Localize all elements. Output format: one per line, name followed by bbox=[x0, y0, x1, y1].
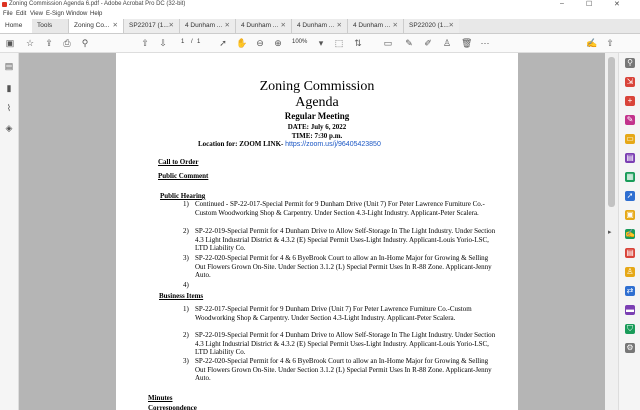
page-down-icon[interactable]: ⇩ bbox=[159, 38, 167, 48]
close-tab-icon[interactable]: ✕ bbox=[336, 22, 342, 29]
menu-esign[interactable]: E-Sign bbox=[46, 11, 65, 17]
title-bar bbox=[0, 0, 640, 10]
business-item-number: 1) bbox=[183, 305, 189, 313]
menu-file[interactable]: File bbox=[3, 11, 13, 17]
tab-home[interactable]: Home bbox=[0, 19, 32, 33]
location-label: Location for: ZOOM LINK- bbox=[198, 140, 284, 148]
close-tab-icon[interactable]: ✕ bbox=[224, 22, 230, 29]
tab-document[interactable] bbox=[291, 19, 347, 33]
zoom-out-icon[interactable]: ⊖ bbox=[256, 38, 264, 48]
upload-icon[interactable]: ⇪ bbox=[45, 38, 53, 48]
tab-label: 4 Dunham ... bbox=[241, 22, 279, 29]
close-window-button[interactable]: ✕ bbox=[614, 1, 620, 8]
doc-time: TIME: 7:30 p.m. bbox=[291, 132, 343, 140]
business-item: SP-22-017-Special Permit for 9 Dunham Drive (Unit 7) For Peter Lawrence Furniture Co.-Custom Woodworking Shop & Carpentry. Under Section 4.3-Light Industry. Applicant-Peter Scalera. bbox=[195, 305, 472, 322]
hearing-item: Continued - SP-22-017-Special Permit for 9 Dunham Drive (Unit 7) For Peter Lawrence Furniture Co.-Custom Woodworking Shop & Carpentry. Under Section 4.3-Light Industry. Applicant-Peter Scalera. bbox=[195, 200, 485, 217]
scroll-mode-icon[interactable]: ⇅ bbox=[354, 38, 362, 48]
export-pdf-icon[interactable]: ⇲ bbox=[626, 77, 634, 86]
search-icon[interactable]: ⚲ bbox=[625, 58, 635, 68]
tab-document[interactable] bbox=[123, 19, 179, 33]
tab-tools[interactable]: Tools bbox=[37, 22, 53, 29]
redact-icon[interactable]: ▬ bbox=[626, 305, 634, 314]
section-minutes: Minutes bbox=[148, 394, 173, 402]
close-tab-icon[interactable]: ✕ bbox=[112, 22, 118, 29]
select-cursor-icon[interactable]: ➚ bbox=[219, 38, 227, 48]
business-item-number: 3) bbox=[183, 357, 189, 365]
maximize-button[interactable]: ☐ bbox=[586, 1, 593, 8]
zoom-link[interactable]: https://zoom.us/j/96405423850 bbox=[285, 141, 381, 148]
close-tab-icon[interactable]: ✕ bbox=[280, 22, 286, 29]
zoom-dropdown-icon[interactable]: ▾ bbox=[318, 38, 324, 48]
business-item: SP-22-019-Special Permit for 4 Dunham Drive to Allow Self-Storage In The Light Industry. Under Section 4.3 Light Industrial District & 4.3.2 (E) Special Permit Uses-Light Industry. Applicant-Louis Yorio-LSC, LTD Liability Co. bbox=[195, 331, 496, 357]
acrobat-logo-icon bbox=[2, 2, 7, 7]
hand-tool-icon[interactable]: ✋ bbox=[236, 38, 248, 48]
section-call-to-order: Call to Order bbox=[158, 158, 199, 166]
bookmarks-icon[interactable]: ▮ bbox=[6, 83, 12, 93]
close-tab-icon[interactable]: ✕ bbox=[392, 22, 398, 29]
stamp-icon[interactable]: ♙ bbox=[626, 267, 634, 276]
page-separator: / bbox=[191, 39, 193, 45]
fill-sign-icon[interactable]: ✍ bbox=[625, 229, 635, 238]
layers-icon[interactable]: ◈ bbox=[5, 123, 13, 133]
doc-meeting-type: Regular Meeting bbox=[284, 111, 350, 121]
document-viewport[interactable] bbox=[19, 53, 605, 410]
doc-subtitle: Agenda bbox=[295, 95, 339, 110]
window-title: Zoning Commission Agenda 6.pdf - Adobe Acrobat Pro DC (32-bit) bbox=[9, 1, 186, 7]
hearing-item-number: 1) bbox=[183, 200, 189, 208]
tab-label: Zoning Co... bbox=[74, 22, 110, 29]
left-nav-panel bbox=[0, 53, 19, 410]
hearing-item: SP-22-020-Special Permit for 4 & 6 ByeBrook Court to allow an In-Home Major for Growing & Selling Out Flowers Grown On-Site. Under Section 3.1.2 (L) Special Permit Uses In R-88 Zone. Applicant-Jenny Auto. bbox=[195, 254, 492, 280]
section-public-comment: Public Comment bbox=[158, 172, 209, 180]
tab-document-active[interactable] bbox=[68, 19, 123, 33]
share-icon[interactable]: ⇧ bbox=[606, 38, 614, 48]
combine-icon[interactable]: ▤ bbox=[626, 153, 634, 162]
draw-icon[interactable]: ✐ bbox=[424, 38, 432, 48]
scrollbar-thumb[interactable] bbox=[608, 57, 615, 207]
zoom-in-icon[interactable]: ⊕ bbox=[274, 38, 282, 48]
tab-label: 4 Dunham ... bbox=[353, 22, 391, 29]
attachments-icon[interactable]: ⌇ bbox=[6, 103, 12, 113]
tab-document[interactable] bbox=[235, 19, 291, 33]
send-icon[interactable]: ➚ bbox=[626, 191, 634, 200]
zoom-level-select[interactable]: 100% bbox=[292, 39, 308, 45]
create-pdf-icon[interactable]: + bbox=[625, 96, 635, 106]
tab-label: SP22020 (1... bbox=[409, 22, 449, 29]
thumbnails-icon[interactable]: ▤ bbox=[4, 61, 14, 71]
hearing-item-number: 2) bbox=[183, 227, 189, 235]
menu-view[interactable]: View bbox=[30, 11, 43, 17]
menu-edit[interactable]: Edit bbox=[16, 11, 27, 17]
save-icon[interactable]: ▣ bbox=[5, 38, 15, 48]
doc-title: Zoning Commission bbox=[259, 79, 375, 94]
edit-pdf-icon[interactable]: ✎ bbox=[626, 115, 634, 124]
page-number-input[interactable]: 1 bbox=[181, 39, 185, 45]
section-business-items: Business Items bbox=[159, 292, 204, 300]
tab-document[interactable] bbox=[179, 19, 235, 33]
pdf-page bbox=[116, 53, 518, 410]
protect-icon[interactable]: ⛉ bbox=[627, 324, 633, 333]
sign-icon[interactable]: ✍ bbox=[586, 38, 598, 48]
doc-location bbox=[198, 140, 381, 148]
page-up-icon[interactable]: ⇧ bbox=[141, 38, 149, 48]
tab-label: 4 Dunham ... bbox=[297, 22, 335, 29]
highlight-icon[interactable]: ✎ bbox=[405, 38, 413, 48]
comment-icon[interactable]: ▭ bbox=[383, 38, 393, 48]
prepare-form-icon[interactable]: ▤ bbox=[626, 248, 634, 257]
doc-date: DATE: July 6, 2022 bbox=[287, 123, 347, 131]
business-item: SP-22-020-Special Permit for 4 & 6 ByeBrook Court to allow an In-Home Major for Growing & Selling Out Flowers Grown On-Site. Under Section 3.1.2 (L) Special Permit Uses In R-88 Zone. Applicant-Jenny Auto. bbox=[195, 357, 492, 383]
tab-document[interactable] bbox=[347, 19, 403, 33]
stamp-icon[interactable]: ♙ bbox=[442, 38, 452, 48]
organize-icon[interactable]: ▦ bbox=[626, 172, 634, 181]
minimize-button[interactable]: – bbox=[560, 0, 564, 7]
right-tools-panel bbox=[618, 53, 640, 410]
more-icon[interactable]: ⋯ bbox=[480, 38, 490, 48]
section-public-hearing: Public Hearing bbox=[160, 192, 206, 200]
hearing-item: SP-22-019-Special Permit for 4 Dunham Drive to Allow Self-Storage In The Light Industry. Under Section 4.3 Light Industrial District & 4.3.2 (E) Special Permit Uses-Light Industry. Applicant-Louis Yorio-LSC, LTD Liability Co. bbox=[195, 227, 496, 253]
business-item-number: 2) bbox=[183, 331, 189, 339]
menu-bar bbox=[0, 10, 640, 19]
find-icon[interactable]: ⚲ bbox=[81, 38, 89, 48]
toolbar bbox=[0, 34, 640, 53]
compare-icon[interactable]: ⇄ bbox=[626, 286, 634, 295]
scan-icon[interactable]: ▣ bbox=[626, 210, 634, 219]
tab-label: SP22017 (1... bbox=[129, 22, 169, 29]
fit-page-icon[interactable]: ⬚ bbox=[334, 38, 344, 48]
more-tools-icon[interactable]: ⚙ bbox=[626, 343, 634, 352]
hearing-item-number: 3) bbox=[183, 254, 189, 262]
tab-document[interactable] bbox=[403, 19, 459, 33]
collapse-right-panel-icon[interactable]: ▸ bbox=[608, 229, 612, 236]
delete-icon[interactable]: 🗑 bbox=[461, 38, 473, 48]
section-correspondence: Correspondence bbox=[148, 404, 197, 410]
menu-help[interactable]: Help bbox=[90, 11, 103, 17]
page-total: 1 bbox=[197, 39, 201, 45]
star-icon[interactable]: ☆ bbox=[25, 38, 35, 48]
close-tab-icon[interactable]: ✕ bbox=[448, 22, 454, 29]
print-icon[interactable]: ⎙ bbox=[63, 38, 71, 48]
menu-window[interactable]: Window bbox=[66, 11, 88, 17]
tab-bar bbox=[0, 19, 640, 34]
comment-icon[interactable]: ▭ bbox=[626, 134, 634, 143]
close-tab-icon[interactable]: ✕ bbox=[168, 22, 174, 29]
tab-label: 4 Dunham ... bbox=[185, 22, 223, 29]
hearing-item-number: 4) bbox=[183, 281, 189, 289]
